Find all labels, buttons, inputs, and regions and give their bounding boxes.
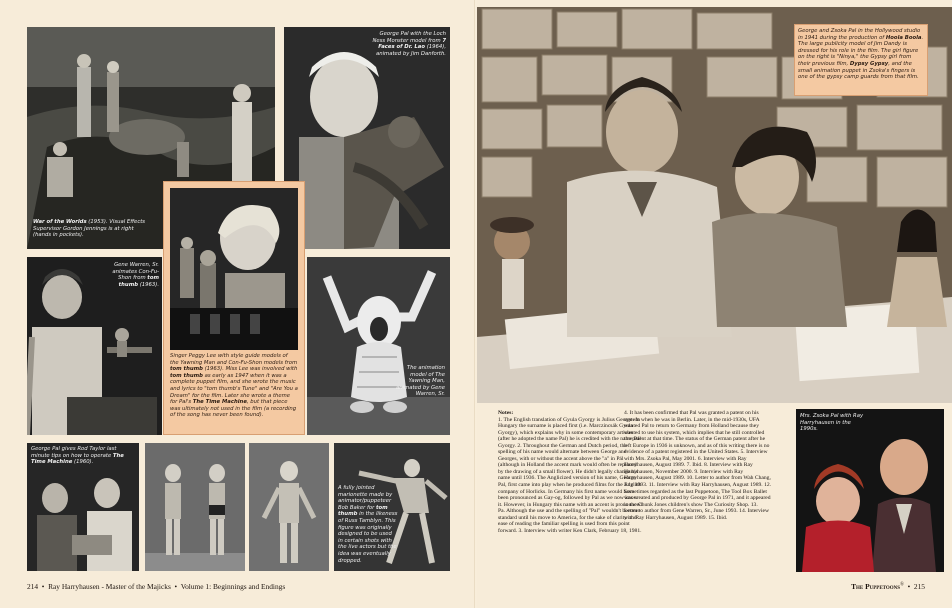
notes-heading: Notes: (498, 410, 514, 416)
left-footer (27, 582, 285, 591)
marionette-pair-illustration (145, 443, 245, 571)
war-of-the-worlds-caption (33, 219, 153, 239)
marionette-photo-1 (145, 443, 245, 571)
zsoka-ray-caption-text: Mrs. Zsoka Pal with Ray Harryhausen in the 1990s. (800, 413, 864, 433)
gene-warren-caption-b: (1963). (138, 281, 159, 288)
left-page (0, 0, 475, 608)
peggy-lee-caption-c: as early as 1947 when it was a complete puppet film, and she wrote the music and lyrics to "tom thumb's Tune" and "Are You a Dream" for the film. Later she wrote a theme for Pal's (170, 372, 298, 406)
left-footer-bullet-a: • (41, 582, 45, 591)
peggy-lee-caption-d: , but that piece was ultimately not used in the film (a recording of the song has never been found). (170, 399, 297, 419)
marionette-caption (338, 485, 398, 564)
left-footer-bullet-b: • (174, 582, 178, 591)
pal-loch-ness-caption-b: (1964), animated by Jim Danforth. (375, 44, 446, 57)
left-footer-volume: Volume 1: Beginnings and Endings (180, 582, 286, 591)
marionette-caption-b: in the likeness of Russ Tamblyn. This figure was originally designed to be used in certain shots with the live actors but the idea was eventually dropped. (338, 511, 398, 564)
yawning-man-caption (389, 365, 445, 398)
pal-zsoka-caption-a: George and Zsoka Pal in the Hollywood studio in 1941 during the production of (798, 28, 921, 41)
peggy-lee-photo (170, 188, 298, 350)
pal-zsoka-caption (798, 28, 924, 81)
gene-warren-caption-title: tom thumb (118, 275, 159, 288)
peggy-lee-caption-t3: The Time Machine (192, 399, 247, 406)
peggy-lee-illustration (170, 188, 298, 350)
marionette-caption-title: tom thumb (338, 504, 388, 518)
peggy-lee-panel (163, 181, 305, 435)
gene-warren-photo (27, 257, 162, 435)
peggy-lee-caption-t2: tom thumb (170, 372, 203, 379)
war-of-the-worlds-caption-text: (1953). Visual Effects Supervisor Gordon Jennings is at right (hands in pockets). (33, 219, 146, 239)
pal-loch-ness-caption (368, 31, 446, 57)
marionette-single-illustration (249, 443, 329, 571)
war-of-the-worlds-caption-title: War of the Worlds (33, 219, 87, 225)
right-footer-mark: ® (900, 582, 904, 588)
pal-zsoka-caption-b: . The large publicity model of Jim Dandy is dressed for his role in the film. The girl figure on the right is "Ninya," the Gypsy girl from their previous film, (798, 34, 924, 67)
peggy-lee-caption (170, 353, 298, 419)
yawning-man-illustration (307, 257, 450, 435)
rod-taylor-photo (27, 443, 139, 571)
left-footer-book-title: Ray Harryhausen - Master of the Majicks (48, 582, 171, 591)
yawning-man-caption-text: The animation model of The Yawning Man, animated by Gene Warren, Sr. (395, 365, 445, 398)
rod-taylor-caption-title: The Time Machine (31, 452, 124, 466)
notes-column-1 (498, 410, 643, 534)
right-footer-section: The Puppetoons (851, 582, 901, 591)
peggy-lee-caption-t1: tom thumb (170, 366, 203, 373)
pal-loch-ness-illustration (284, 27, 450, 249)
notes-column-2 (624, 410, 772, 521)
right-footer (851, 582, 925, 591)
marionette-photo-3 (334, 443, 450, 571)
rod-taylor-caption-a: George Pal gives Rod Taylor last minute tips on how to operate (31, 446, 117, 459)
marionette-photo-2 (249, 443, 329, 571)
pal-zsoka-caption-c: , and the small animation puppet in Zsoka's fingers is one of the gypsy camp guards from that film. (798, 60, 919, 81)
notes-text-2: 4. It has been confirmed that Pal was granted a patent on his system when he was in Berlin. Later, in the mid-1930s, UFA wanted Pal to return to Germany from Holland because they wanted to use his system, which implies that he still controlled the patent at that time. The status of the German patent after he left Europe in 1936 is unknown, and as of this writing there is no evidence of a patent registered in the United States. 5. Interview with Mrs. Zsoka Pal, May 2001. 6. Interview with Ray Harryhausen, August 1989. 7. Ibid. 8. Interview with Ray Harryhausen, November 2000. 9. Interview with Ray Harryhausen, August 1989. 10. Letter to author from Wah Chang, July 1993. 11. Interview with Ray Harryhausen, August 1989. 12. Sometimes regarded as the last Puppetoon, The Tool Box Ballet was created and produced by George Pal in 1971, and it appeared in the Chunk Jones children's show The Curiosity Shop. 13. Letter to author from Gene Warren, Sr., June 1993. 14. Interview with Ray Harryhausen, August 1989. 15. Ibid. (624, 410, 772, 521)
left-page-number: 214 (27, 582, 39, 591)
pal-loch-ness-caption-a: George Pal with the Loch Ness Monster model from (372, 31, 446, 44)
rod-taylor-caption (31, 446, 135, 466)
pal-loch-ness-photo (284, 27, 450, 249)
pal-zsoka-studio-photo (477, 7, 952, 403)
pal-loch-ness-caption-title: 7 Faces of Dr. Lao (378, 37, 446, 51)
peggy-lee-caption-b: (1963). Miss Lee was involved with (202, 366, 298, 373)
marionette-caption-a: A fully jointed marionette made by animator/puppeteer Bob Baker for (338, 485, 393, 511)
pal-zsoka-caption-box (794, 24, 928, 96)
gene-warren-caption-a: Gene Warren, Sr. animates Con-Fu-Shon from (112, 262, 159, 282)
rod-taylor-caption-b: (1960). (72, 459, 94, 466)
pal-zsoka-caption-t1: Hoola Boola (885, 34, 922, 41)
peggy-lee-caption-a: Singer Peggy Lee with style guide models of the Yawning Man and Con-Fu-Shon models from (170, 353, 298, 366)
right-page-number: 215 (913, 582, 925, 591)
zsoka-ray-caption (800, 413, 870, 433)
right-footer-bullet: • (907, 582, 911, 591)
zsoka-ray-photo (796, 409, 944, 572)
pal-zsoka-caption-t2: Dypsy Gypsy (849, 60, 889, 67)
notes-text-1: 1. The English translation of Gyula Gyorgy is Julius George. In Hungary the surname is placed first (i.e. Marczincsák Gyula Gyorgy), which explains why in some contemporary articles (after he adopted the name Pal) he is credited with the name Pál Gyorgy. 2. Throughout the German and Dutch period, the spelling of his name would alternate between George and Georges, with or without the accent above the "a" in Pál (although in Holland the accent mark would often be replaced by the drawing of a small flower). He didn't legally change his name until 1936. The Anglicized version of his name, George Pal, first came into play when he produced films for the English company of Horlicks. In Germany his first name would have been pronounced as Gay-og, followed by Pal as we now know it. However, in Hungary this name with an accent is pronounced Pa. Although the use and the spelling of "Pal" wouldn't become standard until his move to America, for the sake of clarity and ease of reading the familiar spelling is used from this point forward. 3. Interview with writer Ken Clark, February 18, 1981. (498, 416, 642, 534)
gene-warren-caption (103, 262, 159, 288)
yawning-man-photo (307, 257, 450, 435)
zsoka-ray-illustration (796, 409, 944, 572)
right-page (477, 0, 952, 608)
